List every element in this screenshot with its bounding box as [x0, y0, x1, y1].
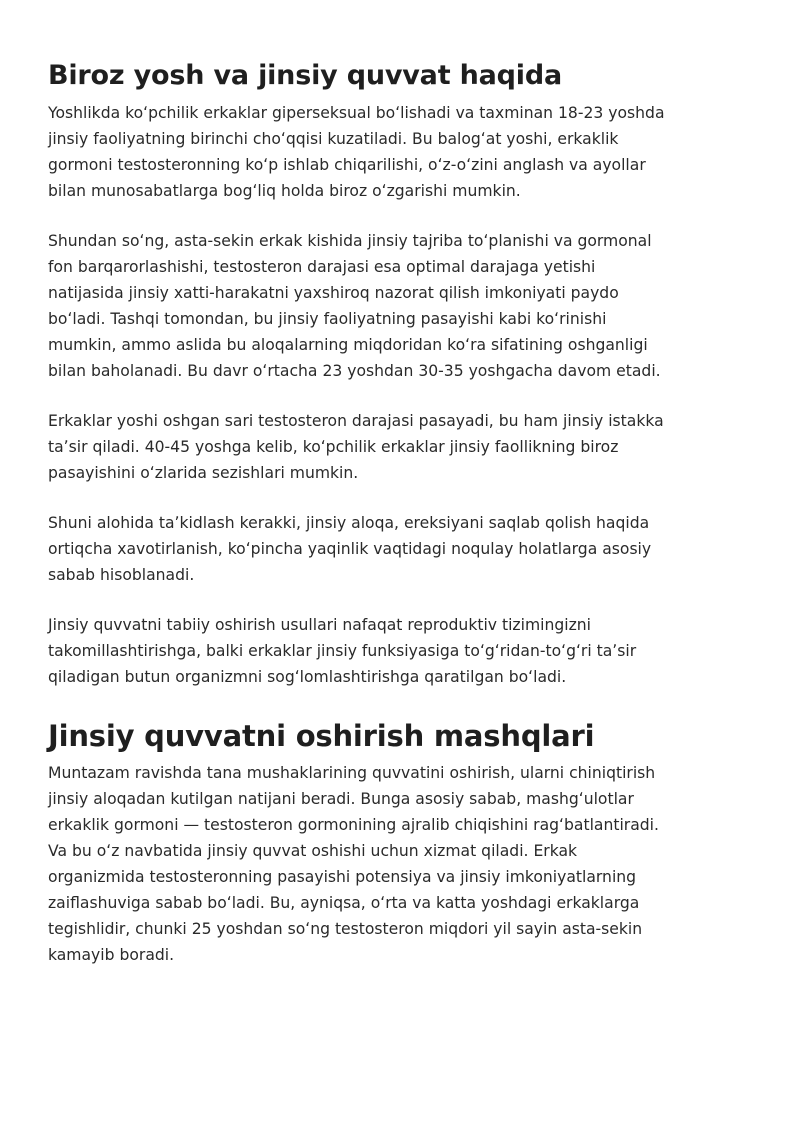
paragraph-experience: Shundan soʻng, asta-sekin erkak kishida jinsiy tajriba toʻplanishi va gormonal fon barqarorlashishi, testosteron darajasi esa optimal darajaga yetishi natijasida jinsiy xatti-harakatni yaxshiroq nazorat qilish imkoniyati paydo boʻladi. Tashqi tomondan, bu jinsiy faoliyatning pasayishi kabi koʻrinishi mumkin, ammo aslida bu aloqalarning miqdoridan koʻra sifatining oshganligi bilan baholanadi. Bu davr oʻrtacha 23 yoshdan 30-35 yoshgacha davom etadi.: [48, 232, 661, 380]
paragraph-natural-methods: Jinsiy quvvatni tabiiy oshirish usullari nafaqat reproduktiv tizimingizni takomillashtirishga, balki erkaklar jinsiy funksiyasiga toʻgʻridan-toʻgʻri taʼsir qiladigan butun organizmni sogʻlomlashtirishga qaratilgan boʻladi.: [48, 616, 637, 686]
paragraph-youth: Yoshlikda koʻpchilik erkaklar giperseksual boʻlishadi va taxminan 18-23 yoshda jinsiy faoliyatning birinchi choʻqqisi kuzatiladi. Bu balogʻat yoshi, erkaklik gormoni testosteronning koʻp ishlab chiqarilishi, oʻz-oʻzini anglash va ayollar bilan munosabatlarga bogʻliq holda biroz oʻzgarishi mumkin.: [48, 104, 665, 200]
paragraph-anxiety: Shuni alohida taʼkidlash kerakki, jinsiy aloqa, ereksiyani saqlab qolish haqida ortiqcha xavotirlanish, koʻpincha yaqinlik vaqtidagi noqulay holatlarga asosiy sabab hisoblanadi.: [48, 514, 652, 584]
section-heading-exercises: Jinsiy quvvatni oshirish mashqlari: [48, 719, 595, 753]
section-heading-age: Biroz yosh va jinsiy quvvat haqida: [48, 60, 562, 91]
paragraph-exercises: Muntazam ravishda tana mushaklarining quvvatini oshirish, ularni chiniqtirish jinsiy aloqadan kutilgan natijani beradi. Bunga asosiy sabab, mashgʻulotlar erkaklik gormoni — testosteron gormonining ajralib chiqishini ragʻbatlantiradi. Va bu oʻz navbatida jinsiy quvvat oshishi uchun xizmat qiladi. Erkak organizmida testosteronning pasayishi potensiya va jinsiy imkoniyatlarning zaiflashuviga sabab boʻladi. Bu, ayniqsa, oʻrta va katta yoshdagi erkaklarga tegishlidir, chunki 25 yoshdan soʻng testosteron miqdori yil sayin asta-sekin kamayib boradi.: [48, 764, 659, 964]
article: [48, 58, 748, 968]
paragraph-testosterone-decline: Erkaklar yoshi oshgan sari testosteron darajasi pasayadi, bu ham jinsiy istakka taʼsir qiladi. 40-45 yoshga kelib, koʻpchilik erkaklar jinsiy faollikning biroz pasayishini oʻzlarida sezishlari mumkin.: [48, 412, 664, 482]
